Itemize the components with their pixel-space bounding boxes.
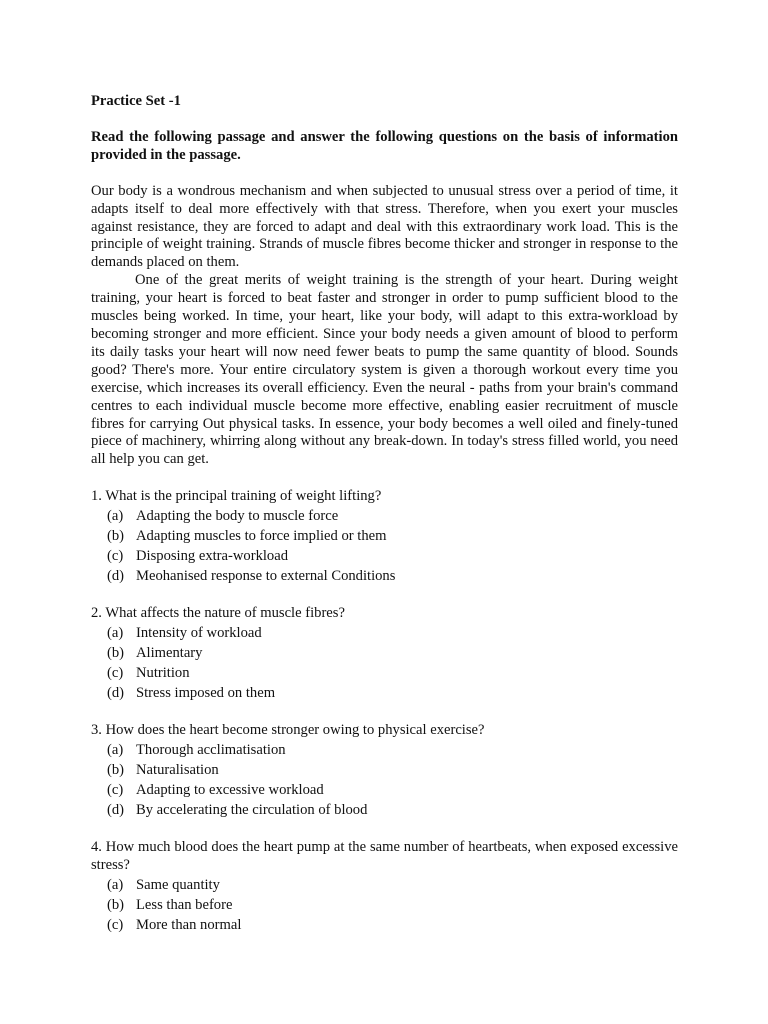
option-letter: (c) — [107, 548, 124, 565]
question-4 — [91, 839, 678, 935]
option-letter: (c) — [107, 781, 124, 798]
reading-passage — [91, 183, 678, 470]
question-1 — [91, 488, 678, 586]
option-text: Adapting the body to muscle force — [136, 508, 339, 525]
answer-option — [91, 800, 678, 820]
option-letter: (d) — [107, 568, 125, 585]
document-page — [91, 93, 678, 935]
option-text: Nutrition — [136, 665, 190, 682]
question-3 — [91, 722, 678, 820]
option-letter: (a) — [107, 741, 124, 758]
answer-option — [91, 526, 678, 546]
option-text: Naturalisation — [136, 761, 219, 778]
option-text: Adapting to excessive workload — [136, 781, 324, 798]
answer-option — [91, 663, 678, 683]
option-letter: (a) — [107, 625, 124, 642]
option-text: Disposing extra-workload — [136, 548, 288, 565]
answer-option — [91, 740, 678, 760]
option-letter: (d) — [107, 685, 125, 702]
answer-option — [91, 780, 678, 800]
option-text: Meohanised response to external Conditions — [136, 568, 396, 585]
option-letter: (c) — [107, 665, 124, 682]
option-letter: (a) — [107, 876, 124, 893]
option-letter: (c) — [107, 916, 124, 933]
question-text: 4. How much blood does the heart pump at the same number of heartbeats, when exposed excessive stress? — [91, 838, 678, 873]
instruction-text: Read the following passage and answer the following questions on the basis of information provided in the passage. — [91, 128, 678, 163]
answer-option — [91, 915, 678, 935]
answer-options — [91, 740, 678, 820]
option-letter: (b) — [107, 528, 125, 545]
passage-paragraph: Our body is a wondrous mechanism and when subjected to unusual stress over a period of time, it adapts itself to deal more effectively with that stress. Therefore, when you exert your muscles against resistance, they are forced to adapt and deal with this extraordinary work load. This is the principle of weight training. Strands of muscle fibres become thicker and stronger in response to the demands placed on them. — [91, 182, 678, 271]
answer-options — [91, 506, 678, 586]
option-letter: (a) — [107, 508, 124, 525]
answer-option — [91, 566, 678, 586]
option-text: Stress imposed on them — [136, 685, 276, 702]
question-text: 1. What is the principal training of weight lifting? — [91, 488, 382, 505]
option-letter: (b) — [107, 761, 125, 778]
answer-option — [91, 546, 678, 566]
answer-option — [91, 760, 678, 780]
answer-option — [91, 875, 678, 895]
question-2 — [91, 605, 678, 703]
answer-options — [91, 875, 678, 935]
option-text: Alimentary — [136, 645, 203, 662]
option-text: Adapting muscles to force implied or them — [136, 528, 387, 545]
option-text: Same quantity — [136, 876, 220, 893]
option-text: By accelerating the circulation of blood — [136, 801, 368, 818]
option-letter: (d) — [107, 801, 125, 818]
answer-option — [91, 683, 678, 703]
answer-option — [91, 895, 678, 915]
answer-option — [91, 506, 678, 526]
answer-option — [91, 643, 678, 663]
answer-option — [91, 623, 678, 643]
question-text: 2. What affects the nature of muscle fibres? — [91, 605, 345, 622]
answer-options — [91, 623, 678, 703]
question-text: 3. How does the heart become stronger owing to physical exercise? — [91, 722, 485, 739]
passage-paragraph: One of the great merits of weight training is the strength of your heart. During weight training, your heart is forced to beat faster and stronger in order to pump sufficient blood to the muscles being worked. In time, your heart, like your body, will adapt to this extra-workload by becoming stronger and more efficient. Since your body needs a given amount of blood to perform its daily tasks your heart will now need fewer beats to pump the same quantity of blood. Sounds good? There's more. Your entire circulatory system is given a thorough workout every time you exercise, which increases its overall efficiency. Even the neural - paths from your brain's command centres to each individual muscle become more effective, enabling easier recruitment of muscle fibres for carrying Out physical tasks. In essence, your body becomes a well oiled and finely-tuned piece of machinery, whirring along without any break-down. In today's stress filled world, you need all help you can get. — [91, 272, 678, 468]
practice-set-title: Practice Set -1 — [91, 93, 181, 109]
option-text: More than normal — [136, 916, 242, 933]
option-text: Intensity of workload — [136, 625, 262, 642]
option-letter: (b) — [107, 645, 125, 662]
option-letter: (b) — [107, 896, 125, 913]
option-text: Less than before — [136, 896, 233, 913]
option-text: Thorough acclimatisation — [136, 741, 286, 758]
